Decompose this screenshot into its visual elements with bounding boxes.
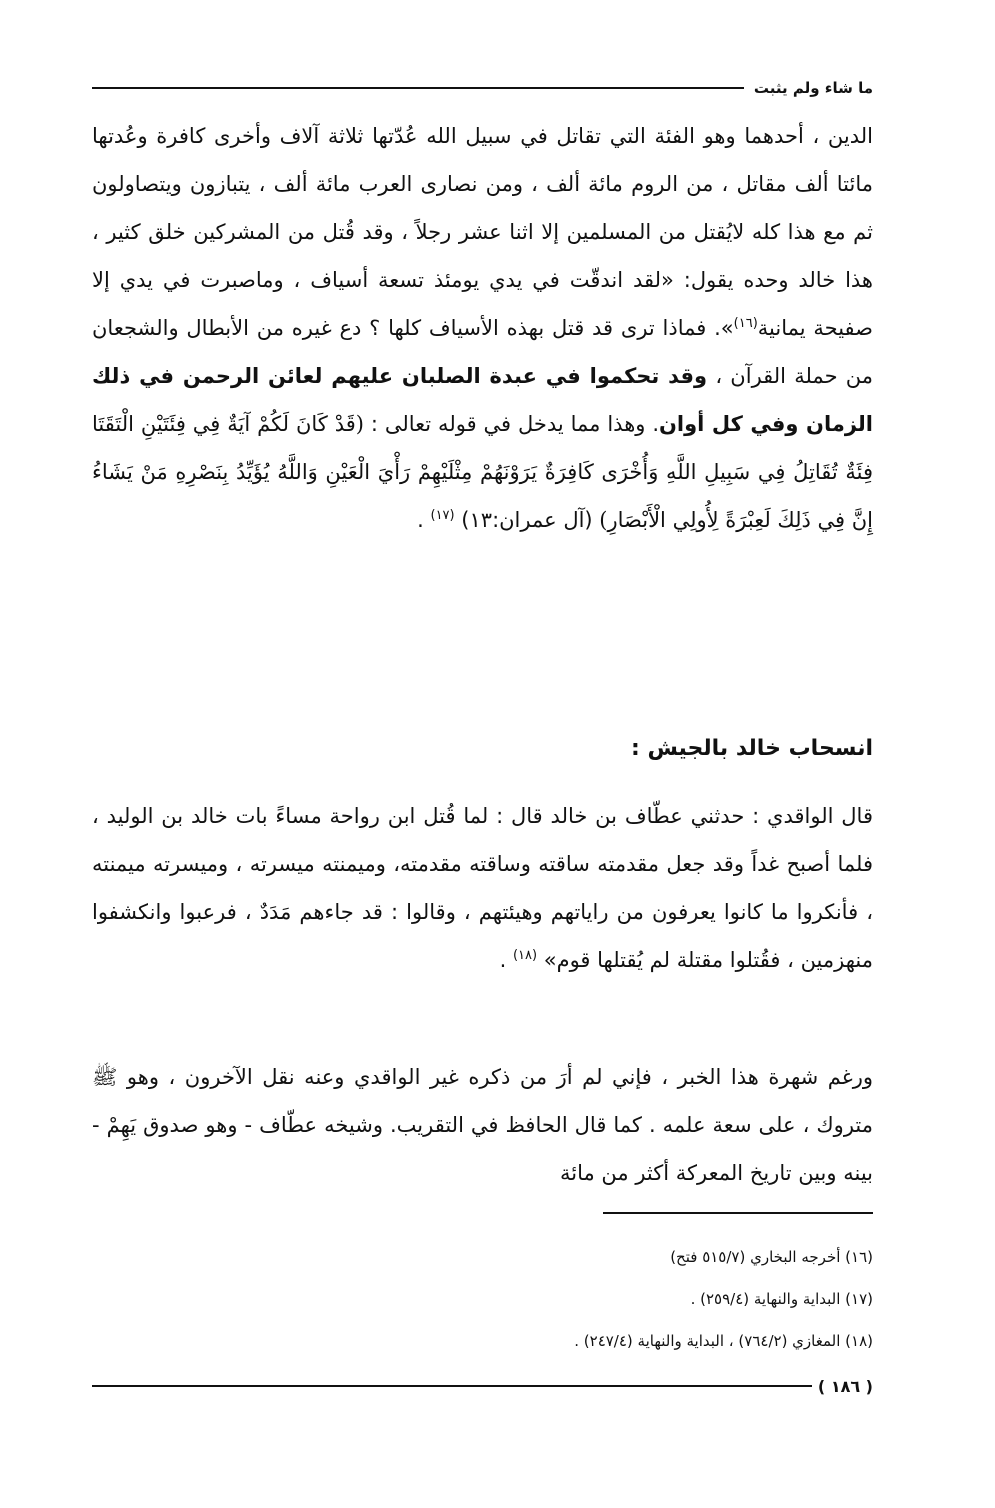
quran-verse: (قَدْ كَانَ لَكُمْ آيَةٌ فِي فِئَتَيْنِ الْتَقَتَا فِئَةٌ تُقَاتِلُ فِي سَبِيلِ اللَّهِ وَأُخْرَى كَافِرَةٌ يَرَوْنَهُمْ مِثْلَيْهِمْ رَأْيَ الْعَيْنِ وَاللَّهُ يُؤَيِّدُ بِنَصْرِهِ مَنْ يَشَاءُ إِنَّ فِي ذَلِكَ لَعِبْرَةً لِأُولِي الْأَبْصَارِ)	[92, 412, 873, 532]
paragraph-2-text-a: قال الواقدي : حدثني عطّاف بن خالد قال : لما قُتل ابن رواحة مساءً بات خالد بن الوليد ، فلما أصبح غداً وقد جعل مقدمته ساقته وساقته مقدمته، وميمنته ميسرته ، وميسرته ميمنته ، فأنكروا ما كانوا يعرفون من راياتهم وهيئتهم ، وقالوا : قد جاءهم مَدَدٌ ، فرعبوا وانكشفوا منهزمين ، فقُتلوا مقتلة لم يُقتلها قوم»	[92, 804, 873, 972]
paragraph-1-text-c: . وهذا مما يدخل في قوله تعالى :	[363, 412, 659, 436]
paragraph-1	[92, 112, 873, 544]
footer-rule	[92, 1385, 812, 1387]
footnote-ref-17[interactable]: (١٧)	[430, 508, 455, 523]
quran-citation: (آل عمران:١٣)	[454, 508, 600, 532]
footnote-17: (١٧) البداية والنهاية (٢٥٩/٤) .	[690, 1290, 873, 1308]
paragraph-1-bold-text: وقد تحكموا في عبدة الصلبان عليهم لعائن الرحمن في ذلك الزمان وفي كل أوان	[92, 364, 873, 436]
paragraph-3-text: ورغم شهرة هذا الخبر ، فإني لم أرَ من ذكره غير الواقدي وعنه نقل الآخرون ، وهو ﷺ متروك ، على سعة علمه . كما قال الحافظ في التقريب. وشيخه عطّاف - وهو صدوق يَهِمْ - بينه وبين تاريخ المعركة أكثر من مائة	[92, 1065, 873, 1185]
footnote-rule	[603, 1212, 873, 1214]
page-number: ( ١٨٦ )	[817, 1376, 873, 1396]
paragraph-1-text-d: .	[417, 508, 431, 532]
section-heading: انسحاب خالد بالجيش :	[631, 736, 873, 761]
footnote-16: (١٦) أخرجه البخاري (٥١٥/٧ فتح)	[670, 1248, 873, 1266]
header-rule	[92, 87, 744, 89]
paragraph-1-text-a: الدين ، أحدهما وهو الفئة التي تقاتل في سبيل الله عُدّتها ثلاثة آلاف وأخرى كافرة وعُدتها مائتا ألف مقاتل ، من الروم مائة ألف ، ومن نصارى العرب مائة ألف ، يتبازون ويتصاولون ثم مع هذا كله لايُقتل من المسلمين إلا اثنا عشر رجلاً ، وقد قُتل من المشركين خلق كثير ، هذا خالد وحده يقول: «لقد اندقّت في يدي يومئذ تسعة أسياف ، وماصبرت في يدي إلا صفيحة يمانية	[92, 124, 873, 340]
footnote-ref-18[interactable]: (١٨)	[512, 948, 538, 963]
footnote-ref-16[interactable]: (١٦)	[733, 316, 758, 331]
footnote-18: (١٨) المغازي (٧٦٤/٢) ، البداية والنهاية (٢٤٧/٤) .	[574, 1332, 873, 1350]
paragraph-3	[92, 1053, 873, 1197]
footnotes	[92, 1236, 873, 1362]
paragraph-1-text-b: ». فماذا ترى قد قتل بهذه الأسياف كلها ؟ دع غيره من الأبطال والشجعان من حملة القرآن ،	[92, 316, 873, 388]
running-header	[92, 76, 873, 100]
page-footer	[92, 1374, 873, 1398]
paragraph-2	[92, 792, 873, 984]
running-header-title: ما شاء ولم يثبت	[753, 79, 873, 97]
paragraph-2-text-b: .	[499, 948, 513, 972]
